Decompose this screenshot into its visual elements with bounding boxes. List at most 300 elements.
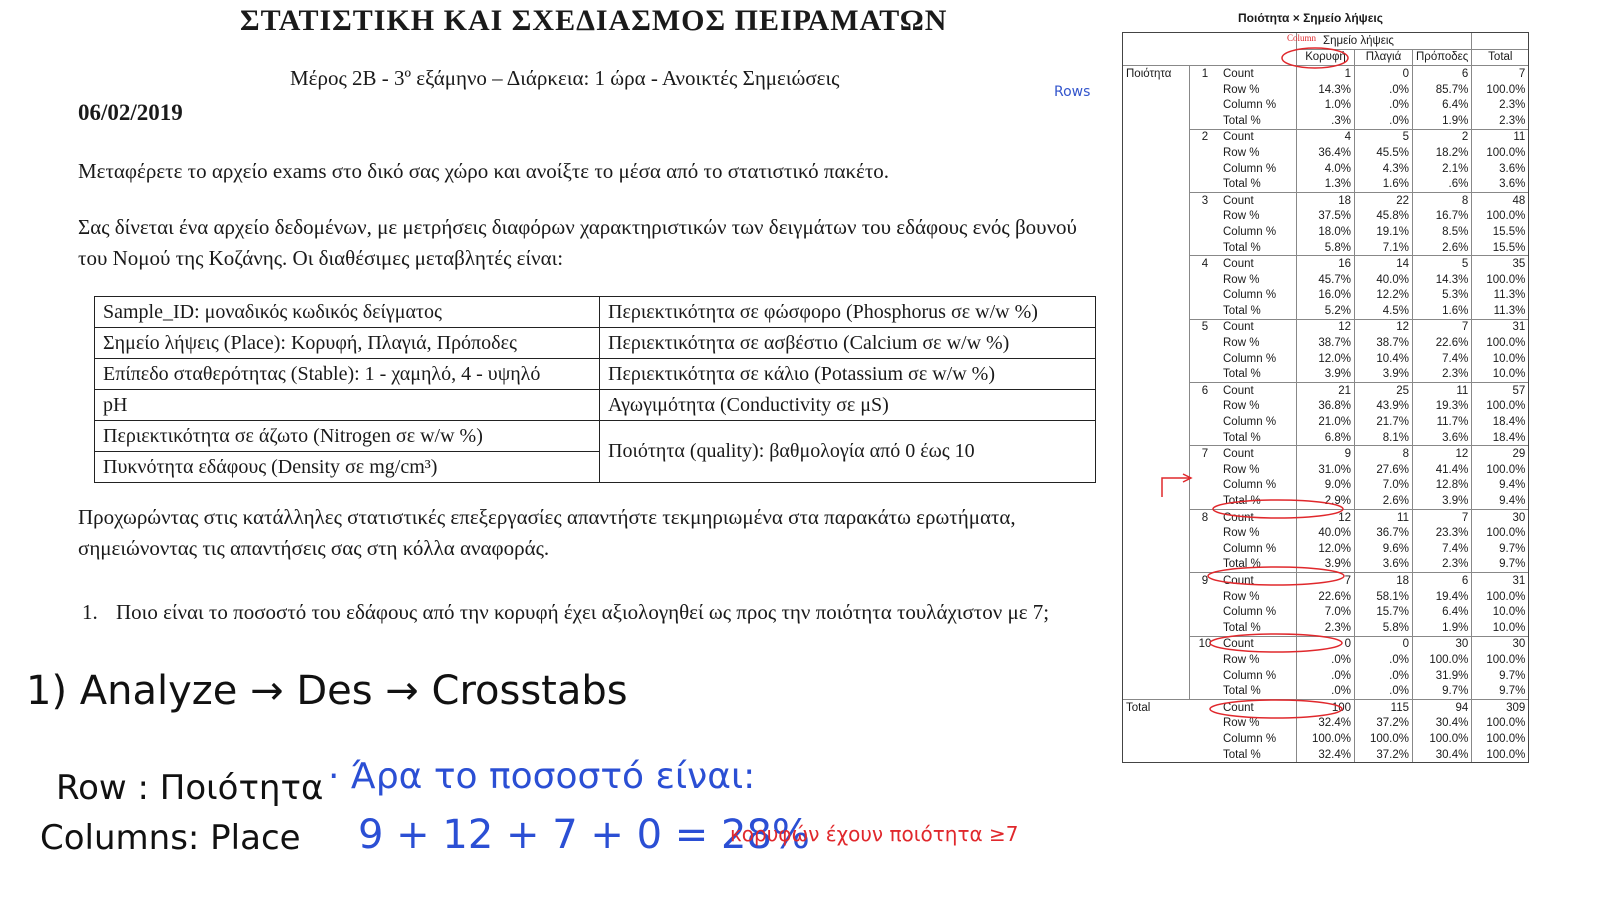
value-cell: 30: [1472, 636, 1529, 652]
value-cell: 6.4%: [1413, 604, 1472, 620]
blank-cell: [1123, 366, 1190, 382]
value-cell: 31.0%: [1297, 462, 1355, 478]
value-cell: 100.0%: [1472, 209, 1529, 225]
value-cell: 9.7%: [1472, 557, 1529, 573]
variable-cell: Περιεκτικότητα σε άζωτο (Nitrogen σε w/w %): [95, 421, 600, 452]
processing-paragraph: Προχωρώντας στις κατάλληλες στατιστικές επεξεργασίες απαντήστε τεκμηριωμένα στα παρακάτω ερωτήματα, σημειώνοντας τις απαντήσεις σας στη κόλλα αναφοράς.: [78, 505, 1016, 560]
stat-label: Total %: [1223, 178, 1261, 191]
column-header: Total: [1472, 49, 1529, 66]
value-cell: 7: [1413, 319, 1472, 335]
value-cell: 7.1%: [1355, 240, 1413, 256]
value-cell: 3.6%: [1472, 161, 1529, 177]
value-cell: 0: [1297, 636, 1355, 652]
crosstab-row: [1123, 541, 1529, 557]
blank-cell: [1190, 145, 1221, 161]
stat-label: Row %: [1223, 83, 1260, 96]
value-cell: 5.8%: [1297, 240, 1355, 256]
handwritten-columns: Columns: Place: [40, 818, 301, 858]
handwritten-sum: 9 + 12 + 7 + 0 = 28%: [358, 812, 810, 858]
value-cell: 11.7%: [1413, 414, 1472, 430]
value-cell: 100.0%: [1472, 525, 1529, 541]
value-cell: 30.4%: [1413, 747, 1472, 763]
value-cell: 10.0%: [1472, 351, 1529, 367]
value-cell: 21: [1297, 383, 1355, 399]
crosstab-row: [1123, 399, 1529, 415]
crosstab-row: [1123, 668, 1529, 684]
value-cell: .0%: [1297, 668, 1355, 684]
crosstab-row: [1123, 145, 1529, 161]
crosstab-row: [1123, 446, 1529, 462]
value-cell: 37.2%: [1355, 747, 1413, 763]
value-cell: 1.3%: [1297, 176, 1355, 192]
handwritten-row: Row : Ποιότητα: [56, 768, 324, 808]
value-cell: 100: [1297, 699, 1355, 715]
crosstab-row: [1123, 366, 1529, 382]
crosstab-row: [1123, 176, 1529, 192]
value-cell: 2.6%: [1355, 493, 1413, 509]
value-cell: 100.0%: [1472, 652, 1529, 668]
header-blank: [1472, 33, 1529, 50]
value-cell: 11: [1413, 383, 1472, 399]
value-cell: 1.9%: [1413, 620, 1472, 636]
crosstab-row: [1123, 303, 1529, 319]
stat-label: Total %: [1223, 558, 1261, 571]
blank-cell: [1190, 240, 1221, 256]
variable-cell: Περιεκτικότητα σε ασβέστιο (Calcium σε w/w %): [600, 328, 1096, 359]
value-cell: 12.2%: [1355, 288, 1413, 304]
value-cell: 18.4%: [1472, 414, 1529, 430]
question-1: [82, 596, 1107, 628]
blank-cell: [1190, 699, 1221, 715]
blank-cell: [1123, 525, 1190, 541]
crosstab-row: [1123, 604, 1529, 620]
value-cell: 22: [1355, 192, 1413, 208]
value-cell: .0%: [1297, 652, 1355, 668]
blank-cell: [1190, 97, 1221, 113]
blank-cell: [1123, 351, 1190, 367]
value-cell: .0%: [1355, 683, 1413, 699]
value-cell: 3.6%: [1355, 557, 1413, 573]
column-note: Column: [1287, 33, 1317, 43]
value-cell: 30: [1413, 636, 1472, 652]
value-cell: 100.0%: [1472, 462, 1529, 478]
stat-label: Total %: [1223, 495, 1261, 508]
value-cell: 40.0%: [1355, 272, 1413, 288]
value-cell: 10.0%: [1472, 604, 1529, 620]
blank-cell: [1190, 604, 1221, 620]
crosstab-row: [1123, 620, 1529, 636]
value-cell: .3%: [1297, 113, 1355, 129]
blank-cell: [1123, 209, 1190, 225]
value-cell: 9.7%: [1472, 668, 1529, 684]
stat-label: Count: [1220, 509, 1297, 525]
blank-cell: [1123, 589, 1190, 605]
blank-cell: [1190, 731, 1221, 747]
variables-table: [94, 296, 1096, 483]
variable-cell: Περιεκτικότητα σε φώσφορο (Phosphorus σε w/w %): [600, 297, 1096, 328]
stat-label: Row %: [1223, 653, 1260, 666]
stat-label: Count: [1220, 573, 1297, 589]
total-label: Total: [1123, 699, 1190, 715]
stat-label: Total %: [1223, 621, 1261, 634]
crosstab-header-row: [1123, 33, 1529, 50]
blank-cell: [1123, 430, 1190, 446]
blank-cell: [1190, 161, 1221, 177]
value-cell: 32.4%: [1297, 716, 1355, 732]
blank-cell: [1190, 525, 1221, 541]
value-cell: 19.4%: [1413, 589, 1472, 605]
value-cell: 43.9%: [1355, 399, 1413, 415]
crosstab-row: [1123, 113, 1529, 129]
crosstab-header-row: [1123, 49, 1529, 66]
crosstab-row: [1123, 478, 1529, 494]
value-cell: 100.0%: [1472, 82, 1529, 98]
value-cell: 3.9%: [1297, 366, 1355, 382]
value-cell: 18.0%: [1297, 224, 1355, 240]
value-cell: 9.4%: [1472, 478, 1529, 494]
stat-label: Count: [1220, 383, 1297, 399]
crosstab-row: [1123, 256, 1529, 272]
value-cell: 2.3%: [1297, 620, 1355, 636]
blank-cell: [1123, 319, 1190, 335]
value-cell: 7.0%: [1297, 604, 1355, 620]
value-cell: 9.7%: [1472, 541, 1529, 557]
quality-level: 8: [1190, 509, 1221, 525]
value-cell: 1.0%: [1297, 97, 1355, 113]
header-blank: [1190, 33, 1221, 50]
value-cell: 27.6%: [1355, 462, 1413, 478]
value-cell: 7.0%: [1355, 478, 1413, 494]
blank-cell: [1123, 192, 1190, 208]
header-blank: [1123, 33, 1190, 50]
stat-label: Total %: [1223, 304, 1261, 317]
value-cell: 16.7%: [1413, 209, 1472, 225]
value-cell: 7: [1413, 509, 1472, 525]
stat-label: Column %: [1223, 162, 1277, 175]
crosstab-row: [1123, 414, 1529, 430]
handwritten-steps: 1) Analyze → Des → Crosstabs: [26, 668, 628, 714]
column-header: Πλαγιά: [1355, 49, 1413, 66]
value-cell: 41.4%: [1413, 462, 1472, 478]
header-blank: [1220, 33, 1297, 50]
exam-date: 06/02/2019: [78, 100, 183, 125]
value-cell: 16.0%: [1297, 288, 1355, 304]
value-cell: 6.8%: [1297, 430, 1355, 446]
stat-label: Column %: [1223, 289, 1277, 302]
stat-label: Total %: [1223, 368, 1261, 381]
value-cell: 5.2%: [1297, 303, 1355, 319]
value-cell: 31.9%: [1413, 668, 1472, 684]
blank-cell: [1123, 97, 1190, 113]
variable-cell: Σημείο λήψεις (Place): Κορυφή, Πλαγιά, Πρόποδες: [95, 328, 600, 359]
value-cell: 2.9%: [1297, 493, 1355, 509]
value-cell: 2.3%: [1472, 113, 1529, 129]
blank-cell: [1190, 288, 1221, 304]
variable-cell: Ποιότητα (quality): βαθμολογία από 0 έως 10: [600, 421, 1096, 483]
value-cell: 100.0%: [1413, 652, 1472, 668]
blank-cell: [1123, 541, 1190, 557]
crosstab-row: [1123, 493, 1529, 509]
blank-cell: [1190, 462, 1221, 478]
stat-label: Column %: [1223, 225, 1277, 238]
blank-cell: [1123, 509, 1190, 525]
value-cell: 2.3%: [1413, 366, 1472, 382]
value-cell: 100.0%: [1472, 272, 1529, 288]
blank-cell: [1123, 462, 1190, 478]
blank-cell: [1190, 716, 1221, 732]
handwritten-ara: · Άρα το ποσοστό είναι:: [328, 756, 756, 797]
value-cell: .0%: [1355, 82, 1413, 98]
variable-cell: Πυκνότητα εδάφους (Density σε mg/cm³): [95, 452, 600, 483]
crosstab-row: [1123, 589, 1529, 605]
stat-label: Column %: [1223, 99, 1277, 112]
value-cell: 15.5%: [1472, 224, 1529, 240]
crosstab-table: [1122, 32, 1529, 763]
crosstab-row: [1123, 636, 1529, 652]
value-cell: 94: [1413, 699, 1472, 715]
value-cell: 37.2%: [1355, 716, 1413, 732]
blank-cell: [1190, 652, 1221, 668]
value-cell: 2: [1413, 129, 1472, 145]
value-cell: 4: [1297, 129, 1355, 145]
blank-cell: [1190, 493, 1221, 509]
value-cell: 21.7%: [1355, 414, 1413, 430]
crosstab-row: [1123, 462, 1529, 478]
stat-label: Row %: [1223, 400, 1260, 413]
value-cell: 18: [1355, 573, 1413, 589]
value-cell: 29: [1472, 446, 1529, 462]
value-cell: 10.0%: [1472, 366, 1529, 382]
value-cell: 36.4%: [1297, 145, 1355, 161]
value-cell: 9.6%: [1355, 541, 1413, 557]
stat-label: Column %: [1223, 416, 1277, 429]
crosstab-row: [1123, 209, 1529, 225]
crosstab-row: [1123, 82, 1529, 98]
value-cell: 18.2%: [1413, 145, 1472, 161]
blank-cell: [1190, 668, 1221, 684]
crosstab-row: [1123, 319, 1529, 335]
stat-label: Total %: [1223, 685, 1261, 698]
blank-cell: [1190, 351, 1221, 367]
stat-label: Row %: [1223, 146, 1260, 159]
value-cell: 0: [1355, 636, 1413, 652]
value-cell: 3.9%: [1355, 366, 1413, 382]
value-cell: 14: [1355, 256, 1413, 272]
blank-cell: [1190, 541, 1221, 557]
row-variable-label: Ποιότητα: [1123, 66, 1190, 82]
value-cell: 18.4%: [1472, 430, 1529, 446]
blank-cell: [1190, 366, 1221, 382]
quality-level: 4: [1190, 256, 1221, 272]
value-cell: 85.7%: [1413, 82, 1472, 98]
value-cell: 45.8%: [1355, 209, 1413, 225]
value-cell: 1: [1297, 66, 1355, 82]
value-cell: 2.3%: [1472, 97, 1529, 113]
crosstab-row: [1123, 716, 1529, 732]
value-cell: 31: [1472, 573, 1529, 589]
value-cell: 100.0%: [1413, 731, 1472, 747]
crosstab-row: [1123, 573, 1529, 589]
column-header: Πρόποδες: [1413, 49, 1472, 66]
value-cell: 10.0%: [1472, 620, 1529, 636]
value-cell: 12.0%: [1297, 541, 1355, 557]
instructions-paragraph: Μεταφέρετε το αρχείο exams στο δικό σας χώρο και ανοίξτε το μέσα από το στατιστικό πακέτο.: [78, 159, 890, 183]
value-cell: 19.1%: [1355, 224, 1413, 240]
blank-cell: [1123, 113, 1190, 129]
value-cell: 32.4%: [1297, 747, 1355, 763]
blank-cell: [1190, 620, 1221, 636]
value-cell: 9.0%: [1297, 478, 1355, 494]
stat-label: Row %: [1223, 717, 1260, 730]
blank-cell: [1123, 176, 1190, 192]
value-cell: 100.0%: [1472, 731, 1529, 747]
blank-cell: [1190, 176, 1221, 192]
value-cell: 2.3%: [1413, 557, 1472, 573]
value-cell: 12.0%: [1297, 351, 1355, 367]
dataset-paragraph: Σας δίνεται ένα αρχείο δεδομένων, με μετρήσεις διαφόρων χαρακτηριστικών των δειγμάτων του εδάφους ενός βουνού του Νομού της Κοζάνης. Οι διαθέσιμες μεταβλητές είναι:: [78, 215, 1077, 270]
value-cell: 5.3%: [1413, 288, 1472, 304]
value-cell: 38.7%: [1355, 335, 1413, 351]
stat-label: Count: [1220, 699, 1297, 715]
value-cell: 35: [1472, 256, 1529, 272]
value-cell: 30.4%: [1413, 716, 1472, 732]
value-cell: 12: [1297, 319, 1355, 335]
value-cell: 30: [1472, 509, 1529, 525]
crosstab-row: [1123, 161, 1529, 177]
value-cell: 7: [1472, 66, 1529, 82]
blank-cell: [1123, 383, 1190, 399]
blank-cell: [1190, 557, 1221, 573]
value-cell: 19.3%: [1413, 399, 1472, 415]
variable-cell: Επίπεδο σταθερότητας (Stable): 1 - χαμηλό, 4 - υψηλό: [95, 359, 600, 390]
stat-label: Total %: [1223, 241, 1261, 254]
crosstab-row: [1123, 240, 1529, 256]
value-cell: 9.7%: [1413, 683, 1472, 699]
blank-cell: [1123, 747, 1190, 763]
exam-subtitle: Μέρος 2Β - 3º εξάμηνο – Διάρκεια: 1 ώρα - Ανοικτές Σημειώσεις: [290, 66, 840, 90]
blank-cell: [1123, 683, 1190, 699]
handwritten-note: κορυφών έχουν ποιότητα ≥7: [730, 822, 1019, 846]
value-cell: 14.3%: [1297, 82, 1355, 98]
value-cell: 4.5%: [1355, 303, 1413, 319]
value-cell: 11.3%: [1472, 303, 1529, 319]
value-cell: 11.3%: [1472, 288, 1529, 304]
quality-level: 6: [1190, 383, 1221, 399]
crosstab-row: [1123, 699, 1529, 715]
stat-label: Count: [1220, 446, 1297, 462]
stat-label: Row %: [1223, 590, 1260, 603]
value-cell: 8: [1413, 192, 1472, 208]
crosstab-row: [1123, 192, 1529, 208]
value-cell: 4.3%: [1355, 161, 1413, 177]
stat-label: Column %: [1223, 352, 1277, 365]
value-cell: 6: [1413, 66, 1472, 82]
stat-label: Row %: [1223, 463, 1260, 476]
value-cell: 40.0%: [1297, 525, 1355, 541]
exam-title: ΣΤΑΤΙΣΤΙΚΗ ΚΑΙ ΣΧΕΔΙΑΣΜΟΣ ΠΕΙΡΑΜΑΤΩΝ: [240, 4, 948, 37]
value-cell: 36.7%: [1355, 525, 1413, 541]
blank-cell: [1123, 272, 1190, 288]
blank-cell: [1190, 209, 1221, 225]
header-blank: [1190, 49, 1221, 66]
blank-cell: [1123, 129, 1190, 145]
value-cell: 3.6%: [1472, 176, 1529, 192]
crosstab-row: [1123, 351, 1529, 367]
value-cell: 12: [1355, 319, 1413, 335]
blank-cell: [1123, 652, 1190, 668]
value-cell: 100.0%: [1355, 731, 1413, 747]
value-cell: 25: [1355, 383, 1413, 399]
crosstab-row: [1123, 683, 1529, 699]
quality-level: 5: [1190, 319, 1221, 335]
value-cell: 12: [1297, 509, 1355, 525]
value-cell: 15.5%: [1472, 240, 1529, 256]
blank-cell: [1190, 303, 1221, 319]
stat-label: Count: [1220, 319, 1297, 335]
value-cell: 7.4%: [1413, 541, 1472, 557]
blank-cell: [1123, 604, 1190, 620]
value-cell: 100.0%: [1472, 747, 1529, 763]
value-cell: 115: [1355, 699, 1413, 715]
crosstab-row: [1123, 557, 1529, 573]
value-cell: 3.9%: [1413, 493, 1472, 509]
value-cell: 7: [1297, 573, 1355, 589]
blank-cell: [1123, 493, 1190, 509]
value-cell: 9: [1297, 446, 1355, 462]
stat-label: Row %: [1223, 273, 1260, 286]
value-cell: 23.3%: [1413, 525, 1472, 541]
header-blank: [1123, 49, 1190, 66]
stat-label: Count: [1220, 636, 1297, 652]
value-cell: 16: [1297, 256, 1355, 272]
crosstab-row: [1123, 525, 1529, 541]
crosstab-row: [1123, 97, 1529, 113]
blank-cell: [1123, 256, 1190, 272]
column-header: Κορυφή: [1297, 49, 1355, 66]
value-cell: 10.4%: [1355, 351, 1413, 367]
blank-cell: [1190, 224, 1221, 240]
blank-cell: [1123, 161, 1190, 177]
crosstab-row: [1123, 383, 1529, 399]
value-cell: 6.4%: [1413, 97, 1472, 113]
value-cell: 9.4%: [1472, 493, 1529, 509]
value-cell: 100.0%: [1472, 145, 1529, 161]
stat-label: Row %: [1223, 210, 1260, 223]
stat-label: Count: [1220, 256, 1297, 272]
blank-cell: [1123, 399, 1190, 415]
value-cell: 12.8%: [1413, 478, 1472, 494]
blank-cell: [1123, 145, 1190, 161]
crosstab-title: Ποιότητα × Σημείο λήψεις: [1238, 11, 1383, 25]
stat-label: Column %: [1223, 732, 1277, 745]
stat-label: Total %: [1220, 747, 1297, 763]
value-cell: 100.0%: [1472, 589, 1529, 605]
value-cell: 45.5%: [1355, 145, 1413, 161]
crosstab-row: [1123, 272, 1529, 288]
value-cell: 100.0%: [1297, 731, 1355, 747]
value-cell: 11: [1355, 509, 1413, 525]
blank-cell: [1190, 113, 1221, 129]
value-cell: 4.0%: [1297, 161, 1355, 177]
stat-label: Count: [1220, 192, 1297, 208]
value-cell: 8.5%: [1413, 224, 1472, 240]
value-cell: 5: [1355, 129, 1413, 145]
value-cell: 5.8%: [1355, 620, 1413, 636]
blank-cell: [1123, 620, 1190, 636]
quality-level: 9: [1190, 573, 1221, 589]
blank-cell: [1123, 731, 1190, 747]
value-cell: 5: [1413, 256, 1472, 272]
